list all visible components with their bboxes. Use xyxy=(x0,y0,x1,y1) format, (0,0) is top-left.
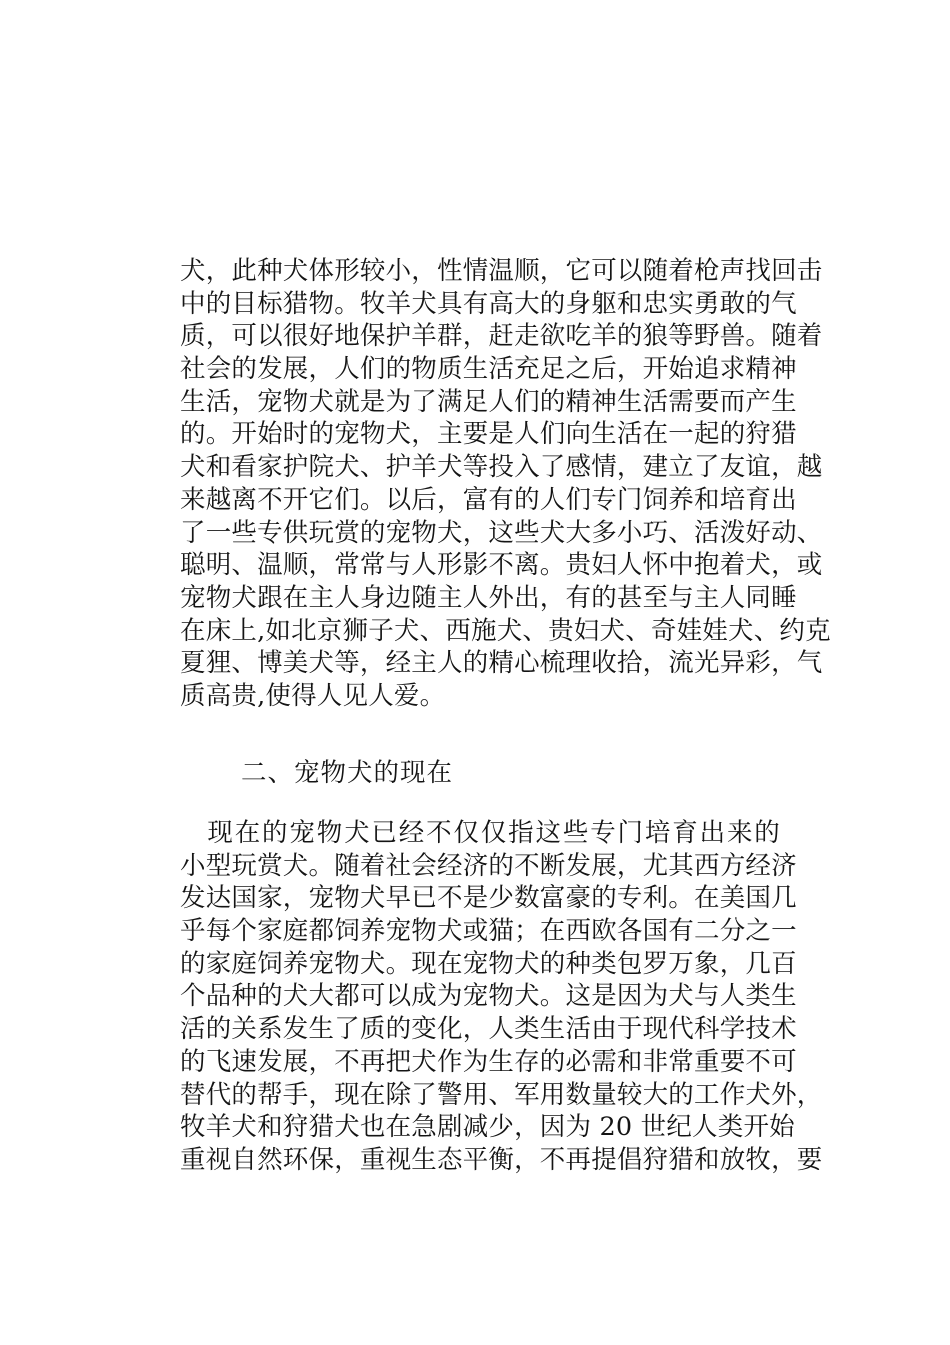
paragraph-line: 夏狸、博美犬等，经主人的精心梳理收拾，流光异彩，气 xyxy=(180,648,823,679)
paragraph-line: 牧羊犬和狩猎犬也在急剧减少，因为 20 世纪人类开始 xyxy=(180,1112,795,1143)
paragraph-line: 在床上,如北京狮子犬、西施犬、贵妇犬、奇娃娃犬、约克 xyxy=(180,615,831,646)
paragraph-2 xyxy=(180,817,823,1177)
paragraph-line: 质高贵,使得人见人爱。 xyxy=(180,680,446,711)
paragraph-line: 重视自然环保，重视生态平衡，不再提倡狩猎和放牧，要 xyxy=(180,1144,823,1175)
paragraph-line: 质，可以很好地保护羊群，赶走欲吃羊的狼等野兽。随着 xyxy=(180,321,823,352)
paragraph-line: 来越离不开它们。以后，富有的人们专门饲养和培育出 xyxy=(180,484,797,515)
paragraph-line: 乎每个家庭都饲养宠物犬或猫；在西欧各国有二分之一 xyxy=(180,916,797,947)
paragraph-line: 替代的帮手，现在除了警用、军用数量较大的工作犬外， xyxy=(180,1079,823,1110)
paragraph-line: 生活，宠物犬就是为了满足人们的精神生活需要而产生 xyxy=(180,386,797,417)
paragraph-line: 活的关系发生了质的变化，人类生活由于现代科学技术 xyxy=(180,1014,797,1045)
paragraph-line: 中的目标猎物。牧羊犬具有高大的身躯和忠实勇敢的气 xyxy=(180,288,797,319)
paragraph-line: 的。开始时的宠物犬，主要是人们向生活在一起的狩猎 xyxy=(180,419,797,450)
paragraph-line: 宠物犬跟在主人身边随主人外出，有的甚至与主人同睡 xyxy=(180,582,797,613)
paragraph-line: 犬和看家护院犬、护羊犬等投入了感情，建立了友谊，越 xyxy=(180,452,823,483)
paragraph-line: 小型玩赏犬。随着社会经济的不断发展，尤其西方经济 xyxy=(180,850,797,881)
section-heading: 二、宠物犬的现在 xyxy=(241,758,454,788)
paragraph-line: 社会的发展，人们的物质生活充足之后，开始追求精神 xyxy=(180,354,797,385)
paragraph-line: 个品种的犬大都可以成为宠物犬。这是因为犬与人类生 xyxy=(180,981,797,1012)
paragraph-line: 聪明、温顺，常常与人形影不离。贵妇人怀中抱着犬，或 xyxy=(180,550,823,581)
paragraph-line: 现在的宠物犬已经不仅仅指这些专门培育出来的 xyxy=(180,818,780,848)
paragraph-line: 的家庭饲养宠物犬。现在宠物犬的种类包罗万象，几百 xyxy=(180,948,797,979)
paragraph-line: 的飞速发展，不再把犬作为生存的必需和非常重要不可 xyxy=(180,1046,797,1077)
paragraph-line: 发达国家，宠物犬早已不是少数富豪的专利。在美国几 xyxy=(180,883,797,914)
paragraph-line: 犬，此种犬体形较小，性情温顺，它可以随着枪声找回击 xyxy=(180,256,823,286)
paragraph-line: 了一些专供玩赏的宠物犬，这些犬大多小巧、活泼好动、 xyxy=(180,517,823,548)
paragraph-1 xyxy=(180,255,831,713)
